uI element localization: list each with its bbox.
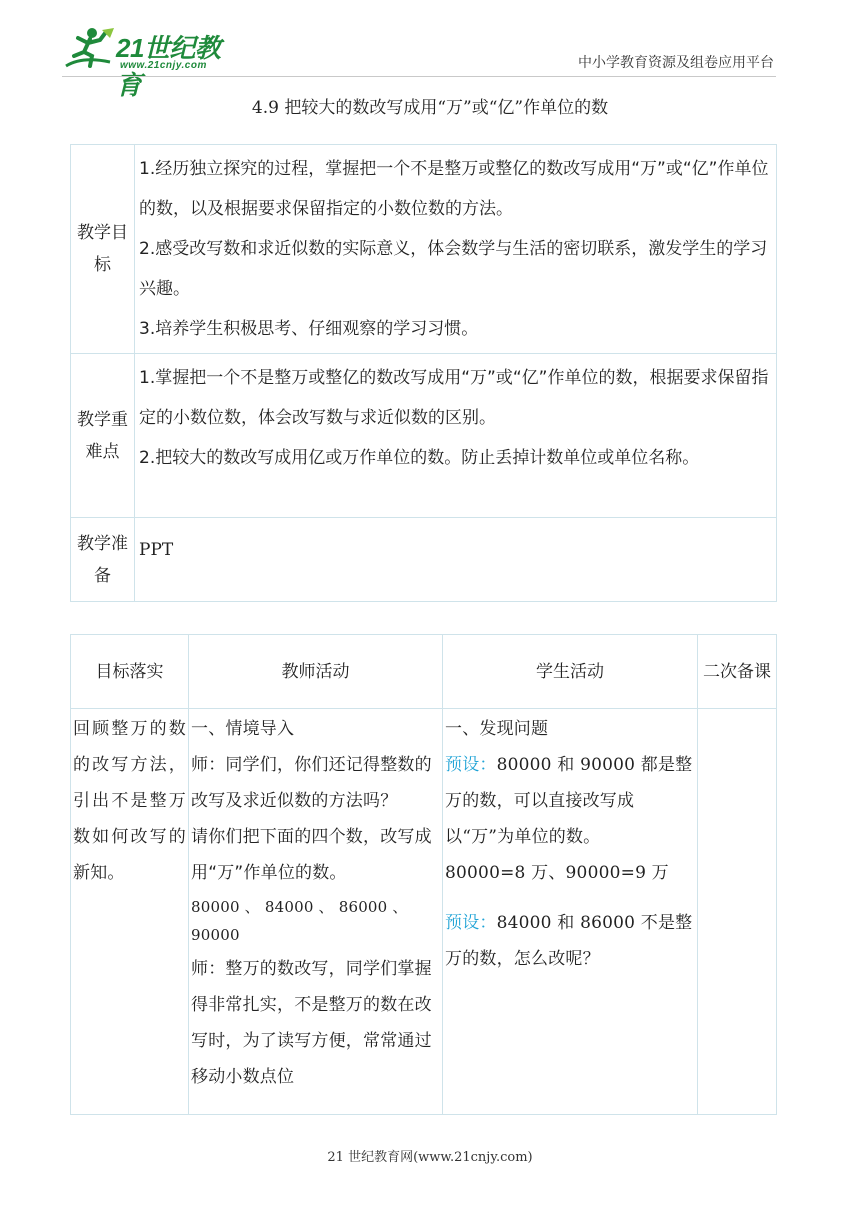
key-points-row bbox=[71, 354, 777, 518]
teacher-para: 请你们把下面的四个数，改写成用“万”作单位的数。 bbox=[191, 827, 432, 883]
goals-label: 教学目标 bbox=[71, 145, 135, 354]
goals-row bbox=[71, 145, 777, 354]
col-header-review: 二次备课 bbox=[698, 635, 777, 709]
brand-logo bbox=[62, 26, 232, 100]
activity-table bbox=[70, 634, 777, 1115]
platform-label: 中小学教育资源及组卷应用平台 bbox=[578, 55, 774, 71]
preset-label: 预设： bbox=[445, 755, 497, 775]
teacher-para: 师：整万的数改写，同学们掌握得非常扎实，不是整万的数在改写时，为了读写方便，常常通过移动小数点位 bbox=[191, 959, 432, 1087]
key-point-item: 1.掌握把一个不是整万或整亿的数改写成用“万”或“亿”作单位的数，根据要求保留指定的小数位数，体会改写数与求近似数的区别。 bbox=[139, 368, 769, 428]
activity-header-row bbox=[71, 635, 777, 709]
footer-text: 21 世纪教育网(www.21cnjy.com) bbox=[327, 1150, 533, 1165]
key-point-item: 2.把较大的数改写成用亿或万作单位的数。防止丢掉计数单位或单位名称。 bbox=[139, 448, 700, 468]
teacher-heading: 一、情境导入 bbox=[191, 719, 295, 739]
prep-content: PPT bbox=[135, 518, 777, 602]
runner-logo-icon bbox=[62, 26, 120, 72]
student-text: 84000 和 86000 不是整万的数，怎么改呢？ bbox=[445, 913, 693, 969]
number-list: 80000 、 84000 、 86000 、90000 bbox=[191, 898, 408, 944]
teacher-cell bbox=[189, 709, 443, 1115]
student-heading: 一、发现问题 bbox=[445, 719, 549, 739]
student-para bbox=[445, 905, 695, 977]
student-para bbox=[445, 747, 695, 855]
teacher-para: 师：同学们，你们还记得整数的改写及求近似数的方法吗？ bbox=[191, 755, 432, 811]
prep-row bbox=[71, 518, 777, 602]
col-header-teacher: 教师活动 bbox=[189, 635, 443, 709]
goals-content bbox=[135, 145, 777, 354]
col-header-goal: 目标落实 bbox=[71, 635, 189, 709]
goal-item: 1.经历独立探究的过程，掌握把一个不是整万或整亿的数改写成用“万”或“亿”作单位的数，以及根据要求保留指定的小数位数的方法。 bbox=[139, 159, 769, 219]
page-title: 4.9 把较大的数改写成用“万”或“亿”作单位的数 bbox=[251, 98, 609, 118]
preset-label: 预设： bbox=[445, 913, 497, 933]
brand-url: www.21cnjy.com bbox=[120, 60, 207, 71]
lesson-info-table bbox=[70, 144, 777, 602]
goal-item: 2.感受改写数和求近似数的实际意义，体会数学与生活的密切联系，激发学生的学习兴趣。 bbox=[139, 239, 768, 299]
key-points-content bbox=[135, 354, 777, 518]
key-points-label: 教学重难点 bbox=[71, 354, 135, 518]
equation-line: 80000=8 万、90000=9 万 bbox=[445, 863, 669, 883]
student-text: 80000 和 90000 都是整万的数，可以直接改写成以“万”为单位的数。 bbox=[445, 755, 693, 847]
goal-cell: 回顾整万的数的改写方法，引出不是整万数如何改写的新知。 bbox=[71, 709, 189, 1115]
goal-item: 3.培养学生积极思考、仔细观察的学习习惯。 bbox=[139, 319, 479, 339]
activity-row bbox=[71, 709, 777, 1115]
prep-label: 教学准备 bbox=[71, 518, 135, 602]
brand-name: 21世纪教育 bbox=[116, 33, 221, 100]
student-cell bbox=[443, 709, 698, 1115]
header-divider bbox=[62, 76, 776, 77]
review-cell bbox=[698, 709, 777, 1115]
col-header-student: 学生活动 bbox=[443, 635, 698, 709]
